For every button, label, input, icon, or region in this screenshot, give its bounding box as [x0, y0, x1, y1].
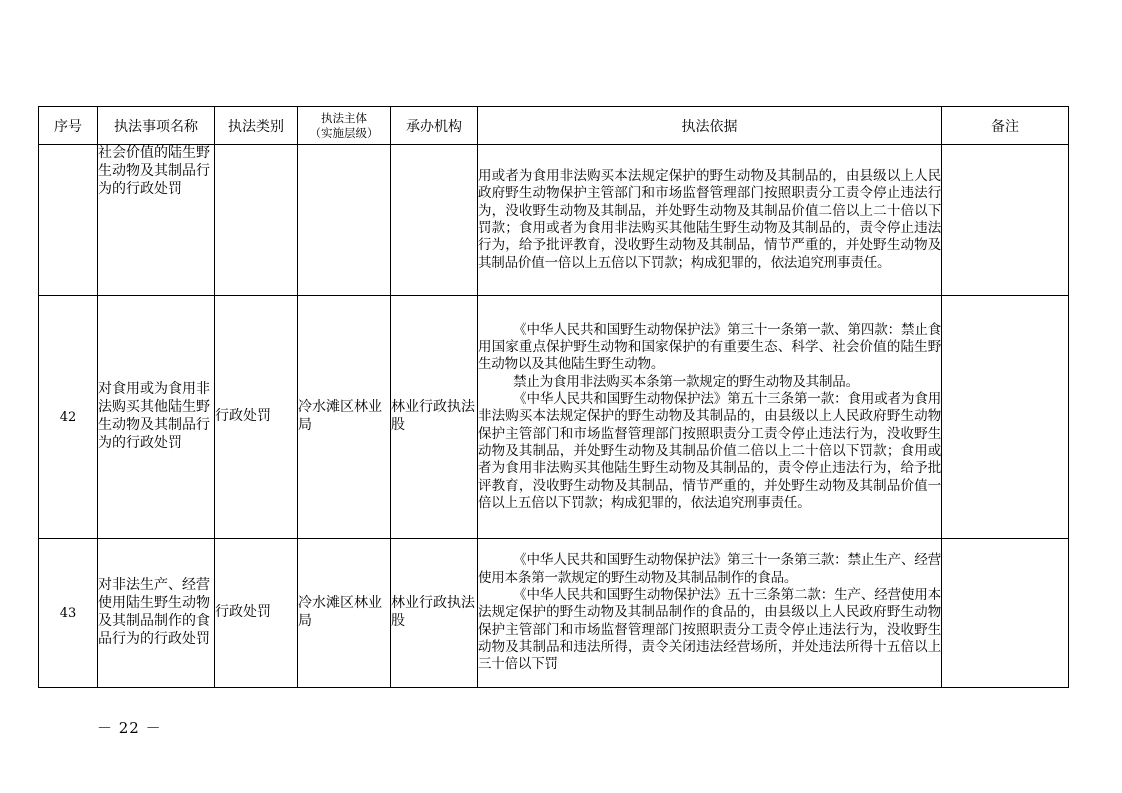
row-category: 行政处罚: [215, 296, 298, 539]
row-remark: [942, 145, 1069, 296]
header-category: 执法类别: [215, 107, 298, 145]
row-name: 对食用或为食用非法购买其他陆生野生动物及其制品行为的行政处罚: [98, 296, 215, 539]
basis-paragraph: 《中华人民共和国野生动物保护法》五十三条第二款：生产、经营使用本法规定保护的野生动物及其制品制作的食品的，由县级以上人民政府野生动物保护主管部门和市场监督管理部门按照职责分工责令停止违法行为，没收野生动物及其制品和违法所得，责令关闭违法经营场所，并处违法所得十五倍以上三十倍以下罚: [478, 587, 941, 673]
row-basis: [478, 296, 942, 539]
table-row: [39, 539, 1069, 688]
row-category: [215, 145, 298, 296]
header-agency: 承办机构: [391, 107, 478, 145]
header-seq: 序号: [39, 107, 98, 145]
basis-paragraph: 《中华人民共和国野生动物保护法》第三十一条第一款、第四款：禁止食用国家重点保护野生动物和国家保护的有重要生态、科学、社会价值的陆生野生动物以及其他陆生野生动物。: [478, 321, 941, 373]
row-agency: [391, 145, 478, 296]
row-basis: [478, 145, 942, 296]
basis-paragraph: 《中华人民共和国野生动物保护法》第五十三条第一款：食用或者为食用非法购买本法规定保护的野生动物及其制品的，由县级以上人民政府野生动物保护主管部门和市场监督管理部门按照职责分工责令停止违法行为，没收野生动物及其制品，并处野生动物及其制品价值二倍以上二十倍以下罚款；食用或者为食用非法购买其他陆生野生动物及其制品的，责令停止违法行为，给予批评教育，没收野生动物及其制品，情节严重的，并处野生动物及其制品价值一倍以上五倍以下罚款；构成犯罪的，依法追究刑事责任。: [478, 391, 941, 511]
header-basis: 执法依据: [478, 107, 942, 145]
row-name: 对非法生产、经营使用陆生野生动物及其制品制作的食品行为的行政处罚: [98, 539, 215, 688]
table-row: [39, 145, 1069, 296]
row-agency: 林业行政执法股: [391, 296, 478, 539]
header-remark: 备注: [942, 107, 1069, 145]
row-agency: 林业行政执法股: [391, 539, 478, 688]
header-row: [39, 107, 1069, 145]
row-subject: [298, 145, 391, 296]
row-seq: 43: [39, 539, 98, 688]
row-category: 行政处罚: [215, 539, 298, 688]
basis-paragraph: 禁止为食用非法购买本条第一款规定的野生动物及其制品。: [513, 373, 859, 390]
basis-paragraph: 《中华人民共和国野生动物保护法》第三十一条第三款：禁止生产、经营使用本条第一款规定的野生动物及其制品制作的食品。: [478, 552, 941, 586]
enforcement-table: [38, 106, 1069, 688]
row-remark: [942, 539, 1069, 688]
row-seq: [39, 145, 98, 296]
basis-paragraph: 用或者为食用非法购买本法规定保护的野生动物及其制品的，由县级以上人民政府野生动物保护主管部门和市场监督管理部门按照职责分工责令停止违法行为，没收野生动物及其制品，并处野生动物及其制品价值二倍以上二十倍以下罚款；食用或者为食用非法购买其他陆生野生动物及其制品的，责令停止违法行为，给予批评教育，没收野生动物及其制品，情节严重的，并处野生动物及其制品价值一倍以上五倍以下罚款；构成犯罪的，依法追究刑事责任。: [478, 168, 941, 271]
row-remark: [942, 296, 1069, 539]
row-seq: 42: [39, 296, 98, 539]
header-subject-line2: （实施层级）: [309, 125, 379, 140]
row-subject: 冷水滩区林业局: [298, 539, 391, 688]
row-name: 社会价值的陆生野生动物及其制品行为的行政处罚: [98, 145, 215, 296]
header-subject-line1: 执法主体: [321, 110, 367, 125]
header-subject: [298, 107, 391, 145]
row-subject: 冷水滩区林业局: [298, 296, 391, 539]
header-name: 执法事项名称: [98, 107, 215, 145]
page-number: － 22 －: [97, 719, 162, 737]
row-basis: [478, 539, 942, 688]
table-row: [39, 296, 1069, 539]
